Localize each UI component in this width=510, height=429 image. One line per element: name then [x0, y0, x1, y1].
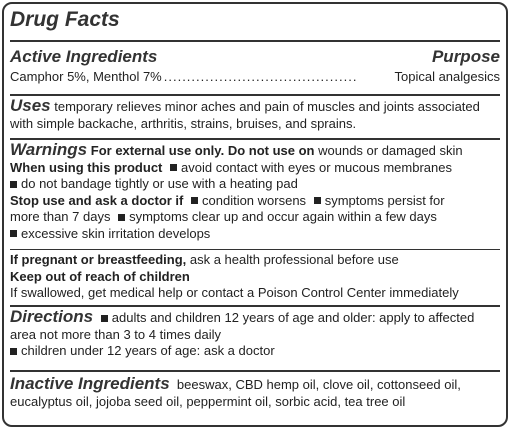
stop-use-item: excessive skin irritation develops [21, 225, 211, 241]
pregnancy-label: If pregnant or breastfeeding, [10, 252, 187, 267]
bullet-icon [314, 197, 321, 204]
directions-heading: Directions [10, 307, 94, 326]
bullet-icon [191, 197, 198, 204]
bullet-icon [170, 164, 177, 171]
directions-adults: adults and children 12 years of age and older: apply to affected [111, 310, 475, 325]
pregnancy-text: ask a health professional before use [189, 252, 399, 267]
do-not-use-text: wounds or damaged skin [318, 143, 463, 158]
divider [10, 249, 500, 250]
active-ingredients-list: Camphor 5%, Menthol 7% [10, 69, 162, 84]
bullet-icon [118, 214, 125, 221]
when-using-item: avoid contact with eyes or mucous membranes [181, 159, 452, 175]
stop-use-item: symptoms clear up and occur again within a few days [129, 209, 437, 224]
stop-use-item-cont: more than 7 days [10, 209, 111, 224]
when-using-label: When using this product [10, 159, 163, 175]
directions-children: children under 12 years of age: ask a doctor [21, 343, 275, 358]
warnings-section [10, 142, 500, 242]
uses-section [10, 98, 500, 132]
purpose-heading: Purpose [431, 47, 500, 66]
drug-facts-label [2, 2, 508, 427]
inactive-ingredients-section [10, 376, 500, 410]
stop-use-item: symptoms persist for [324, 192, 445, 208]
inactive-ingredients-list: beeswax, CBD hemp oil, clove oil, cottonseed oil, [176, 377, 461, 392]
when-using-item: do not bandage tightly or use with a heating pad [21, 176, 298, 191]
do-not-use-label: Do not use on [227, 143, 315, 158]
stop-use-label: Stop use and ask a doctor if [10, 192, 184, 208]
divider [10, 94, 500, 96]
warnings-heading: Warnings [10, 140, 88, 159]
directions-adults-cont: area not more than 3 to 4 times daily [10, 326, 222, 342]
keep-out-of-reach-label: Keep out of reach of children [10, 268, 190, 284]
bullet-icon [101, 315, 108, 322]
uses-heading: Uses [10, 96, 51, 115]
inactive-ingredients-list-cont: eucalyptus oil, jojoba seed oil, peppermint oil, sorbic acid, tea tree oil [10, 393, 406, 409]
active-ingredients-section [10, 47, 500, 86]
active-ingredients-heading: Active Ingredients [10, 47, 158, 66]
drug-facts-title: Drug Facts [10, 8, 120, 31]
bullet-icon [10, 181, 17, 188]
bullet-icon [10, 230, 17, 237]
purpose-text: Topical analgesics [394, 69, 500, 84]
swallowed-text: If swallowed, get medical help or contact a Poison Control Center immediately [10, 285, 459, 300]
external-use-text: For external use only. [90, 143, 225, 158]
directions-section [10, 309, 500, 360]
pregnancy-children-section [10, 252, 500, 302]
leader-dots: .......................................... [163, 69, 358, 84]
divider [10, 40, 500, 42]
uses-text: temporary relieves minor aches and pain of muscles and joints associated with simple backache, arthritis, strains, bruises, and sprains. [10, 99, 480, 131]
divider [10, 370, 500, 372]
stop-use-item: condition worsens [202, 192, 307, 208]
bullet-icon [10, 348, 17, 355]
inactive-ingredients-heading: Inactive Ingredients [10, 374, 170, 393]
